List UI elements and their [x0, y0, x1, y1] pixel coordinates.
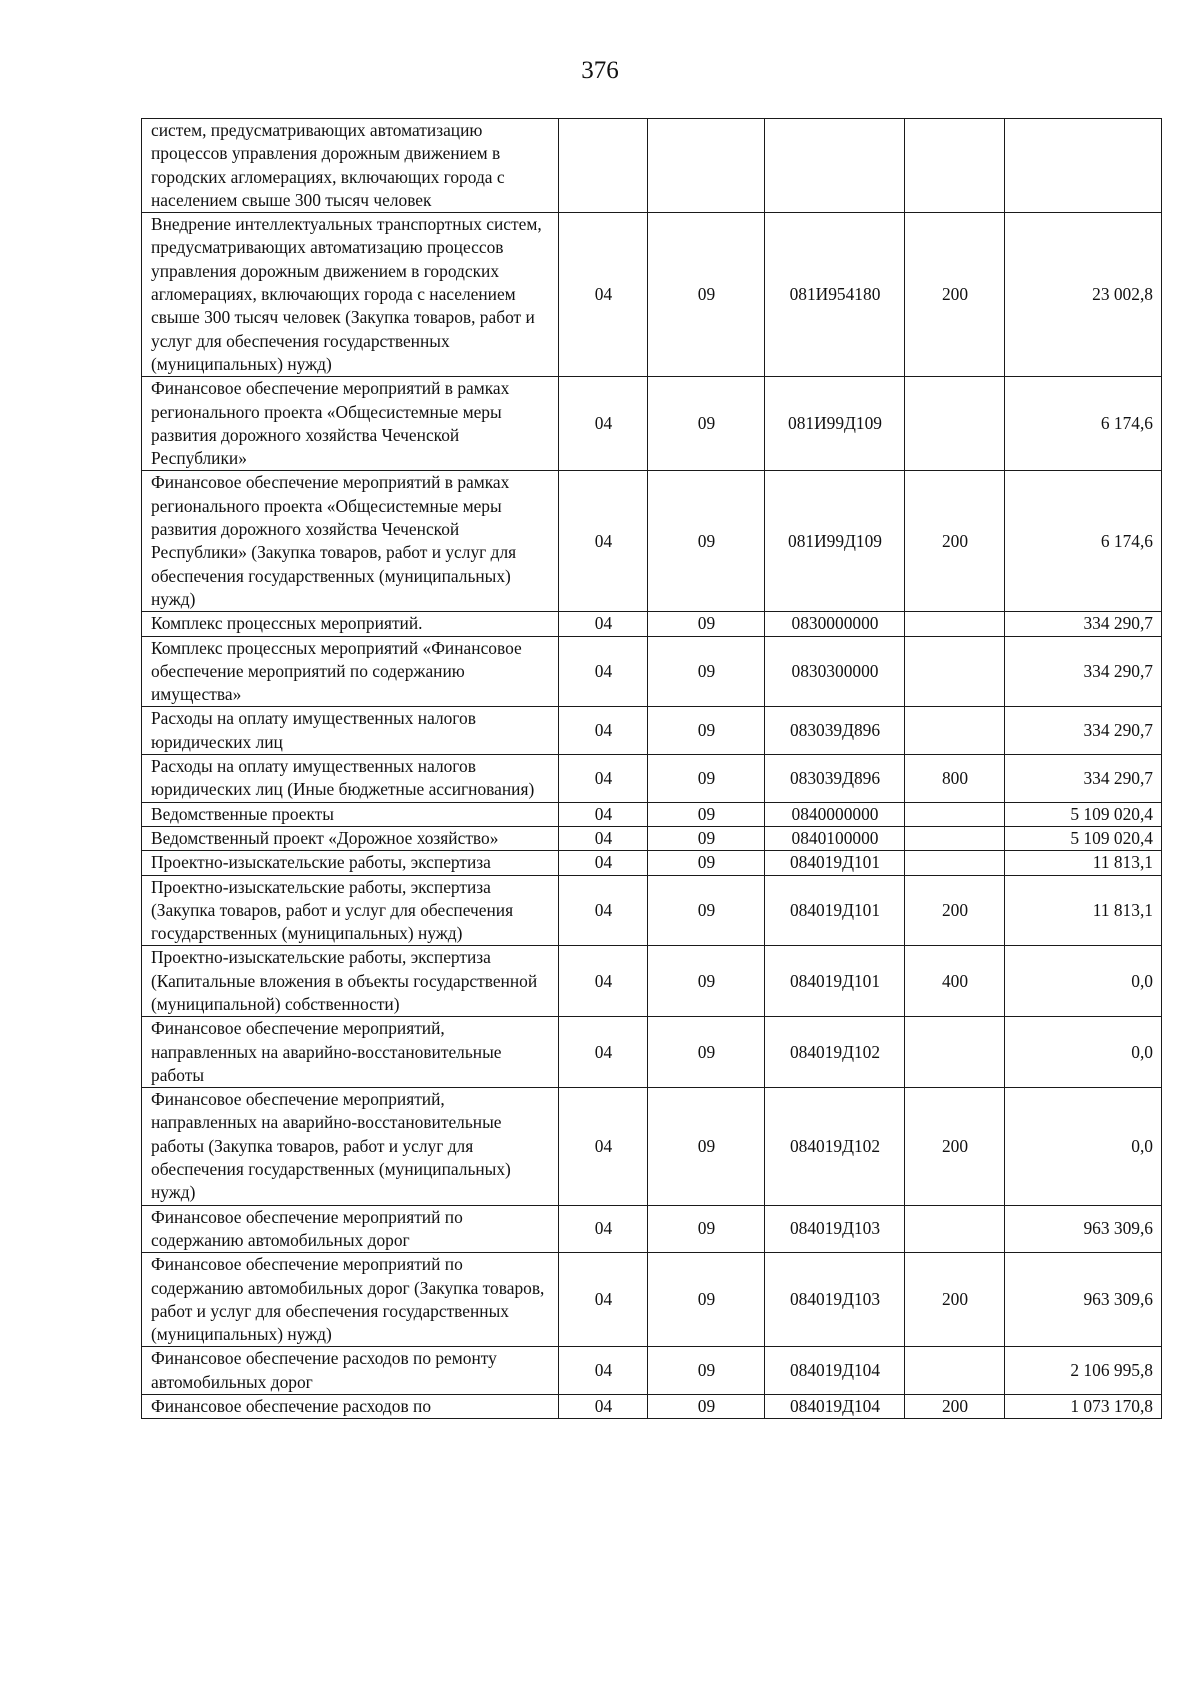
section-code-cell: 04 [559, 377, 648, 471]
row-name-cell: Проектно-изыскательские работы, экспертиза [142, 851, 559, 875]
subsection-code-cell: 09 [648, 1395, 765, 1419]
target-item-code-cell: 0830000000 [765, 612, 905, 636]
subsection-code-cell [648, 119, 765, 213]
target-item-code-cell: 081И99Д109 [765, 471, 905, 612]
subsection-code-cell: 09 [648, 1205, 765, 1253]
subsection-code-cell: 09 [648, 851, 765, 875]
row-name-cell: Финансовое обеспечение расходов по ремонту автомобильных дорог [142, 1347, 559, 1395]
table-row [142, 875, 1162, 946]
amount-cell: 334 290,7 [1005, 707, 1162, 755]
section-code-cell: 04 [559, 1253, 648, 1347]
amount-cell: 0,0 [1005, 1017, 1162, 1088]
row-name-cell: Комплекс процессных мероприятий. [142, 612, 559, 636]
table-row [142, 471, 1162, 612]
subsection-code-cell: 09 [648, 612, 765, 636]
expense-type-code-cell: 200 [905, 1253, 1005, 1347]
section-code-cell: 04 [559, 471, 648, 612]
table-row [142, 851, 1162, 875]
expense-type-code-cell [905, 707, 1005, 755]
row-name-cell: Проектно-изыскательские работы, экспертиза (Закупка товаров, работ и услуг для обеспечения государственных (муниципальных) нужд) [142, 875, 559, 946]
table-row [142, 1088, 1162, 1205]
section-code-cell: 04 [559, 1205, 648, 1253]
amount-cell: 0,0 [1005, 1088, 1162, 1205]
subsection-code-cell: 09 [648, 707, 765, 755]
table-row [142, 1017, 1162, 1088]
row-name-cell: Ведомственный проект «Дорожное хозяйство» [142, 826, 559, 850]
amount-cell: 334 290,7 [1005, 755, 1162, 803]
row-name-cell: Финансовое обеспечение мероприятий, направленных на аварийно-восстановительные работы (Закупка товаров, работ и услуг для обеспечения государственных (муниципальных) нужд) [142, 1088, 559, 1205]
target-item-code-cell: 084019Д102 [765, 1017, 905, 1088]
section-code-cell: 04 [559, 875, 648, 946]
target-item-code-cell: 084019Д101 [765, 851, 905, 875]
target-item-code-cell: 084019Д101 [765, 875, 905, 946]
subsection-code-cell: 09 [648, 1347, 765, 1395]
row-name-cell: Ведомственные проекты [142, 802, 559, 826]
amount-cell: 334 290,7 [1005, 612, 1162, 636]
budget-table-body [142, 119, 1162, 1419]
table-row [142, 1347, 1162, 1395]
section-code-cell: 04 [559, 802, 648, 826]
row-name-cell: Финансовое обеспечение мероприятий, направленных на аварийно-восстановительные работы [142, 1017, 559, 1088]
expense-type-code-cell: 800 [905, 755, 1005, 803]
subsection-code-cell: 09 [648, 471, 765, 612]
section-code-cell: 04 [559, 213, 648, 377]
section-code-cell: 04 [559, 1088, 648, 1205]
subsection-code-cell: 09 [648, 377, 765, 471]
row-name-cell: Финансовое обеспечение мероприятий по содержанию автомобильных дорог [142, 1205, 559, 1253]
table-row [142, 377, 1162, 471]
expense-type-code-cell [905, 636, 1005, 707]
row-name-cell: Внедрение интеллектуальных транспортных систем, предусматривающих автоматизацию процессов управления дорожным движением в городских агломерациях, включающих города с населением свыше 300 тысяч человек (Закупка товаров, работ и услуг для обеспечения государственных (муниципальных) нужд) [142, 213, 559, 377]
section-code-cell: 04 [559, 1395, 648, 1419]
target-item-code-cell: 084019Д102 [765, 1088, 905, 1205]
table-row [142, 213, 1162, 377]
target-item-code-cell: 0840000000 [765, 802, 905, 826]
amount-cell: 11 813,1 [1005, 875, 1162, 946]
target-item-code-cell: 0840100000 [765, 826, 905, 850]
expense-type-code-cell [905, 1205, 1005, 1253]
subsection-code-cell: 09 [648, 755, 765, 803]
row-name-cell: систем, предусматривающих автоматизацию процессов управления дорожным движением в городских агломерациях, включающих города с населением свыше 300 тысяч человек [142, 119, 559, 213]
target-item-code-cell: 083039Д896 [765, 707, 905, 755]
table-row [142, 802, 1162, 826]
subsection-code-cell: 09 [648, 802, 765, 826]
amount-cell: 6 174,6 [1005, 377, 1162, 471]
expense-type-code-cell [905, 1017, 1005, 1088]
row-name-cell: Проектно-изыскательские работы, экспертиза (Капитальные вложения в объекты государственной (муниципальной) собственности) [142, 946, 559, 1017]
section-code-cell: 04 [559, 707, 648, 755]
page-number: 376 [581, 57, 619, 84]
amount-cell [1005, 119, 1162, 213]
amount-cell: 2 106 995,8 [1005, 1347, 1162, 1395]
expense-type-code-cell: 200 [905, 471, 1005, 612]
amount-cell: 23 002,8 [1005, 213, 1162, 377]
table-row [142, 612, 1162, 636]
table-row [142, 946, 1162, 1017]
target-item-code-cell: 081И99Д109 [765, 377, 905, 471]
subsection-code-cell: 09 [648, 1017, 765, 1088]
row-name-cell: Расходы на оплату имущественных налогов юридических лиц [142, 707, 559, 755]
budget-table [141, 118, 1162, 1419]
table-row [142, 636, 1162, 707]
subsection-code-cell: 09 [648, 826, 765, 850]
subsection-code-cell: 09 [648, 1088, 765, 1205]
row-name-cell: Финансовое обеспечение расходов по [142, 1395, 559, 1419]
expense-type-code-cell: 400 [905, 946, 1005, 1017]
section-code-cell: 04 [559, 755, 648, 803]
table-row [142, 707, 1162, 755]
section-code-cell: 04 [559, 1017, 648, 1088]
table-row [142, 1395, 1162, 1419]
section-code-cell: 04 [559, 851, 648, 875]
table-row [142, 1205, 1162, 1253]
amount-cell: 11 813,1 [1005, 851, 1162, 875]
amount-cell: 963 309,6 [1005, 1253, 1162, 1347]
amount-cell: 0,0 [1005, 946, 1162, 1017]
expense-type-code-cell [905, 851, 1005, 875]
expense-type-code-cell: 200 [905, 1395, 1005, 1419]
expense-type-code-cell: 200 [905, 213, 1005, 377]
target-item-code-cell: 0830300000 [765, 636, 905, 707]
amount-cell: 1 073 170,8 [1005, 1395, 1162, 1419]
amount-cell: 5 109 020,4 [1005, 826, 1162, 850]
amount-cell: 5 109 020,4 [1005, 802, 1162, 826]
target-item-code-cell [765, 119, 905, 213]
expense-type-code-cell [905, 119, 1005, 213]
section-code-cell: 04 [559, 946, 648, 1017]
target-item-code-cell: 084019Д104 [765, 1347, 905, 1395]
section-code-cell: 04 [559, 826, 648, 850]
row-name-cell: Комплекс процессных мероприятий «Финансовое обеспечение мероприятий по содержанию имущества» [142, 636, 559, 707]
target-item-code-cell: 083039Д896 [765, 755, 905, 803]
expense-type-code-cell [905, 612, 1005, 636]
table-row [142, 1253, 1162, 1347]
target-item-code-cell: 084019Д104 [765, 1395, 905, 1419]
amount-cell: 334 290,7 [1005, 636, 1162, 707]
subsection-code-cell: 09 [648, 213, 765, 377]
expense-type-code-cell [905, 377, 1005, 471]
target-item-code-cell: 084019Д101 [765, 946, 905, 1017]
section-code-cell: 04 [559, 636, 648, 707]
expense-type-code-cell: 200 [905, 875, 1005, 946]
section-code-cell [559, 119, 648, 213]
subsection-code-cell: 09 [648, 875, 765, 946]
row-name-cell: Расходы на оплату имущественных налогов юридических лиц (Иные бюджетные ассигнования) [142, 755, 559, 803]
subsection-code-cell: 09 [648, 1253, 765, 1347]
amount-cell: 6 174,6 [1005, 471, 1162, 612]
expense-type-code-cell [905, 826, 1005, 850]
target-item-code-cell: 084019Д103 [765, 1253, 905, 1347]
subsection-code-cell: 09 [648, 636, 765, 707]
table-row [142, 826, 1162, 850]
row-name-cell: Финансовое обеспечение мероприятий в рамках регионального проекта «Общесистемные меры развития дорожного хозяйства Чеченской Республики» (Закупка товаров, работ и услуг для обеспечения государственных (муниципальных) нужд) [142, 471, 559, 612]
row-name-cell: Финансовое обеспечение мероприятий в рамках регионального проекта «Общесистемные меры развития дорожного хозяйства Чеченской Республики» [142, 377, 559, 471]
target-item-code-cell: 084019Д103 [765, 1205, 905, 1253]
amount-cell: 963 309,6 [1005, 1205, 1162, 1253]
section-code-cell: 04 [559, 612, 648, 636]
expense-type-code-cell: 200 [905, 1088, 1005, 1205]
section-code-cell: 04 [559, 1347, 648, 1395]
table-row [142, 755, 1162, 803]
table-row [142, 119, 1162, 213]
row-name-cell: Финансовое обеспечение мероприятий по содержанию автомобильных дорог (Закупка товаров, работ и услуг для обеспечения государственных (муниципальных) нужд) [142, 1253, 559, 1347]
target-item-code-cell: 081И954180 [765, 213, 905, 377]
subsection-code-cell: 09 [648, 946, 765, 1017]
expense-type-code-cell [905, 802, 1005, 826]
expense-type-code-cell [905, 1347, 1005, 1395]
